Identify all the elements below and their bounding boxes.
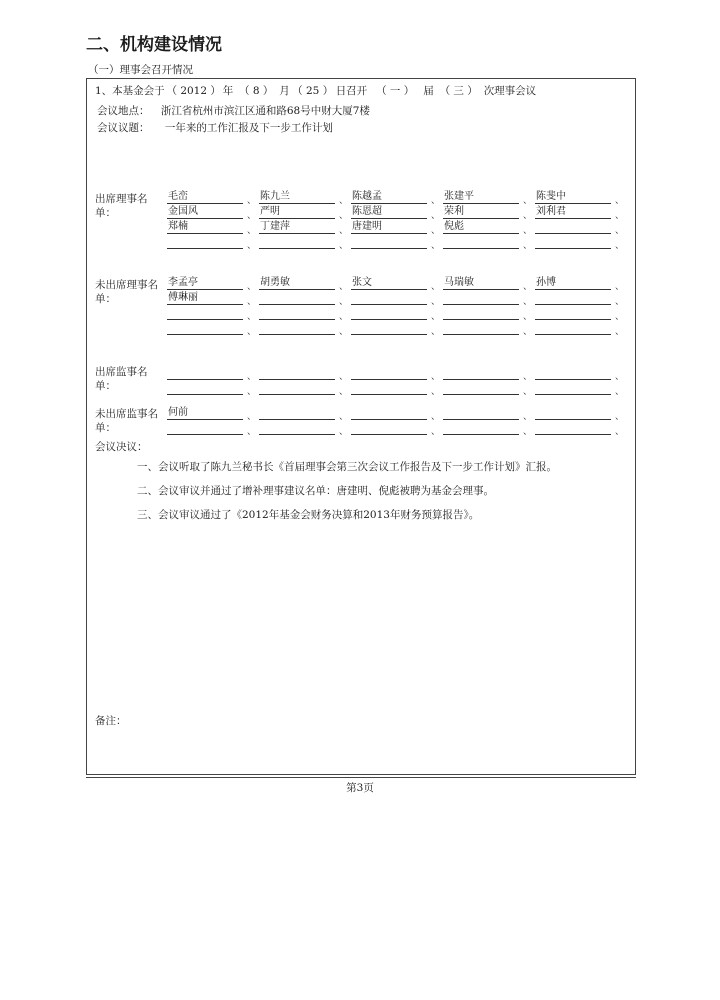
meeting-session: （ 一 ） <box>376 85 415 97</box>
separator-mark: 、 <box>339 372 349 382</box>
separator-mark: 、 <box>247 226 257 236</box>
name-cell <box>535 382 611 395</box>
name-row <box>167 292 637 307</box>
separator-mark: 、 <box>247 211 257 221</box>
meeting-location-line <box>97 103 370 118</box>
name-cell <box>535 221 611 234</box>
name-cell <box>351 292 427 305</box>
name-cell: 陈九兰 <box>259 191 335 204</box>
separator-mark: 、 <box>431 387 441 397</box>
separator-mark: 、 <box>431 312 441 322</box>
name-cell: 何前 <box>167 407 243 420</box>
name-cell <box>351 367 427 380</box>
name-cell <box>167 307 243 320</box>
meeting-date-line <box>95 83 536 98</box>
remarks-label: 备注： <box>95 715 127 727</box>
attending-supervisors-label: 出席监事名单： <box>95 366 148 392</box>
separator-mark: 、 <box>431 372 441 382</box>
meeting-prefix: 1、本基金会于 <box>95 85 165 97</box>
name-cell: 荣利 <box>443 206 519 219</box>
name-row <box>167 307 637 322</box>
name-cell <box>259 322 335 335</box>
name-cell <box>351 322 427 335</box>
name-cell: 陈恩超 <box>351 206 427 219</box>
separator-mark: 、 <box>247 312 257 322</box>
name-cell: 张文 <box>351 277 427 290</box>
separator-mark: 、 <box>431 427 441 437</box>
separator-mark: 、 <box>615 241 625 251</box>
separator-mark: 、 <box>615 312 625 322</box>
attending-directors-grid <box>167 191 637 251</box>
separator-mark: 、 <box>615 196 625 206</box>
name-row <box>167 422 637 437</box>
count-suffix: 次理事会议 <box>483 85 537 97</box>
name-cell <box>351 407 427 420</box>
location-value: 浙江省杭州市滨江区通和路68号中财大厦7楼 <box>160 105 370 117</box>
absent-directors-grid <box>167 277 637 337</box>
name-cell: 陈越孟 <box>351 191 427 204</box>
meeting-count: （ 三 ） <box>439 85 478 97</box>
separator-mark: 、 <box>615 282 625 292</box>
name-cell <box>351 307 427 320</box>
resolution-item: 三、会议审议通过了《2012年基金会财务决算和2013年财务预算报告》。 <box>137 509 480 521</box>
separator-mark: 、 <box>247 282 257 292</box>
separator-mark: 、 <box>523 312 533 322</box>
name-row <box>167 407 637 422</box>
absent-supervisors-label: 未出席监事名单： <box>95 408 158 434</box>
name-cell <box>535 407 611 420</box>
separator-mark: 、 <box>523 412 533 422</box>
separator-mark: 、 <box>247 412 257 422</box>
name-cell <box>443 422 519 435</box>
separator-mark: 、 <box>615 412 625 422</box>
name-row <box>167 382 637 397</box>
name-cell: 严明 <box>259 206 335 219</box>
separator-mark: 、 <box>339 211 349 221</box>
separator-mark: 、 <box>247 427 257 437</box>
name-cell <box>167 236 243 249</box>
separator-mark: 、 <box>431 226 441 236</box>
separator-mark: 、 <box>247 241 257 251</box>
separator-mark: 、 <box>523 282 533 292</box>
name-cell: 陈斐中 <box>535 191 611 204</box>
topic-label: 会议议题： <box>97 122 150 134</box>
separator-mark: 、 <box>431 412 441 422</box>
name-cell: 张建平 <box>443 191 519 204</box>
name-cell <box>443 236 519 249</box>
name-cell <box>535 367 611 380</box>
separator-mark: 、 <box>247 297 257 307</box>
name-cell: 李孟亭 <box>167 277 243 290</box>
separator-mark: 、 <box>339 327 349 337</box>
name-row <box>167 367 637 382</box>
name-cell <box>167 367 243 380</box>
section-heading: 二、机构建设情况 <box>86 35 222 55</box>
separator-mark: 、 <box>339 196 349 206</box>
separator-mark: 、 <box>339 312 349 322</box>
absent-directors-label: 未出席理事名单： <box>95 279 158 305</box>
name-cell <box>535 322 611 335</box>
name-cell: 傅琳丽 <box>167 292 243 305</box>
name-row <box>167 206 637 221</box>
separator-mark: 、 <box>431 327 441 337</box>
separator-mark: 、 <box>523 226 533 236</box>
name-cell: 孙博 <box>535 277 611 290</box>
separator-mark: 、 <box>523 241 533 251</box>
separator-mark: 、 <box>339 226 349 236</box>
separator-mark: 、 <box>431 211 441 221</box>
name-cell: 郑楠 <box>167 221 243 234</box>
separator-mark: 、 <box>523 372 533 382</box>
name-cell <box>443 307 519 320</box>
name-cell <box>167 382 243 395</box>
name-cell <box>259 292 335 305</box>
separator-mark: 、 <box>339 241 349 251</box>
name-cell <box>259 422 335 435</box>
attending-supervisors-grid <box>167 367 637 397</box>
name-cell: 金国风 <box>167 206 243 219</box>
name-row <box>167 221 637 236</box>
name-cell <box>259 236 335 249</box>
name-cell: 丁建萍 <box>259 221 335 234</box>
name-cell <box>443 382 519 395</box>
name-cell <box>259 367 335 380</box>
separator-mark: 、 <box>431 282 441 292</box>
separator-mark: 、 <box>523 387 533 397</box>
name-cell <box>259 407 335 420</box>
name-row <box>167 236 637 251</box>
name-cell <box>443 322 519 335</box>
name-cell: 毛峦 <box>167 191 243 204</box>
session-suffix: 届 <box>423 85 434 97</box>
meeting-form <box>86 78 636 775</box>
name-cell <box>535 236 611 249</box>
name-cell <box>443 407 519 420</box>
name-cell <box>443 367 519 380</box>
resolutions-label: 会议决议： <box>95 441 148 453</box>
separator-mark: 、 <box>339 412 349 422</box>
name-cell <box>167 422 243 435</box>
name-cell <box>535 422 611 435</box>
name-cell <box>535 292 611 305</box>
name-row <box>167 191 637 206</box>
name-cell <box>351 236 427 249</box>
separator-mark: 、 <box>431 241 441 251</box>
name-cell: 马瑞敏 <box>443 277 519 290</box>
subsection-heading: （一）理事会召开情况 <box>88 64 193 76</box>
attending-directors-label: 出席理事名单： <box>95 193 148 219</box>
resolution-item: 二、会议审议并通过了增补理事建议名单：唐建明、倪彪被聘为基金会理事。 <box>137 485 494 497</box>
separator-mark: 、 <box>247 327 257 337</box>
month-suffix: 月 <box>279 85 290 97</box>
topic-value: 一年来的工作汇报及下一步工作计划 <box>164 122 333 134</box>
resolution-item: 一、会议听取了陈九兰秘书长《首届理事会第三次会议工作报告及下一步工作计划》汇报。 <box>137 461 557 473</box>
name-cell <box>443 292 519 305</box>
meeting-day: （ 25 ） <box>292 85 334 97</box>
location-label: 会议地点： <box>97 105 150 117</box>
name-row <box>167 322 637 337</box>
name-cell <box>259 382 335 395</box>
separator-mark: 、 <box>523 211 533 221</box>
name-cell <box>351 422 427 435</box>
name-cell <box>167 322 243 335</box>
separator-mark: 、 <box>247 196 257 206</box>
day-suffix: 日召开 <box>335 85 368 97</box>
separator-mark: 、 <box>339 282 349 292</box>
separator-mark: 、 <box>339 297 349 307</box>
separator-mark: 、 <box>431 196 441 206</box>
name-cell <box>535 307 611 320</box>
year-suffix: 年 <box>222 85 234 97</box>
name-cell: 胡勇敏 <box>259 277 335 290</box>
separator-mark: 、 <box>615 297 625 307</box>
name-cell <box>351 382 427 395</box>
separator-mark: 、 <box>523 196 533 206</box>
separator-mark: 、 <box>615 211 625 221</box>
name-cell: 倪彪 <box>443 221 519 234</box>
separator-mark: 、 <box>523 427 533 437</box>
separator-mark: 、 <box>615 327 625 337</box>
absent-supervisors-grid <box>167 407 637 437</box>
separator-mark: 、 <box>615 372 625 382</box>
separator-mark: 、 <box>615 427 625 437</box>
name-cell: 唐建明 <box>351 221 427 234</box>
meeting-topic-line <box>97 120 333 135</box>
meeting-year: （ 2012 ） <box>166 85 221 97</box>
name-cell <box>259 307 335 320</box>
separator-mark: 、 <box>247 387 257 397</box>
separator-mark: 、 <box>247 372 257 382</box>
page-number: 第3页 <box>346 782 374 794</box>
name-row <box>167 277 637 292</box>
meeting-month: （ 8 ） <box>239 85 274 97</box>
separator-mark: 、 <box>523 327 533 337</box>
separator-mark: 、 <box>431 297 441 307</box>
separator-mark: 、 <box>523 297 533 307</box>
name-cell: 刘利君 <box>535 206 611 219</box>
separator-mark: 、 <box>339 387 349 397</box>
separator-mark: 、 <box>339 427 349 437</box>
separator-mark: 、 <box>615 226 625 236</box>
separator-mark: 、 <box>615 387 625 397</box>
